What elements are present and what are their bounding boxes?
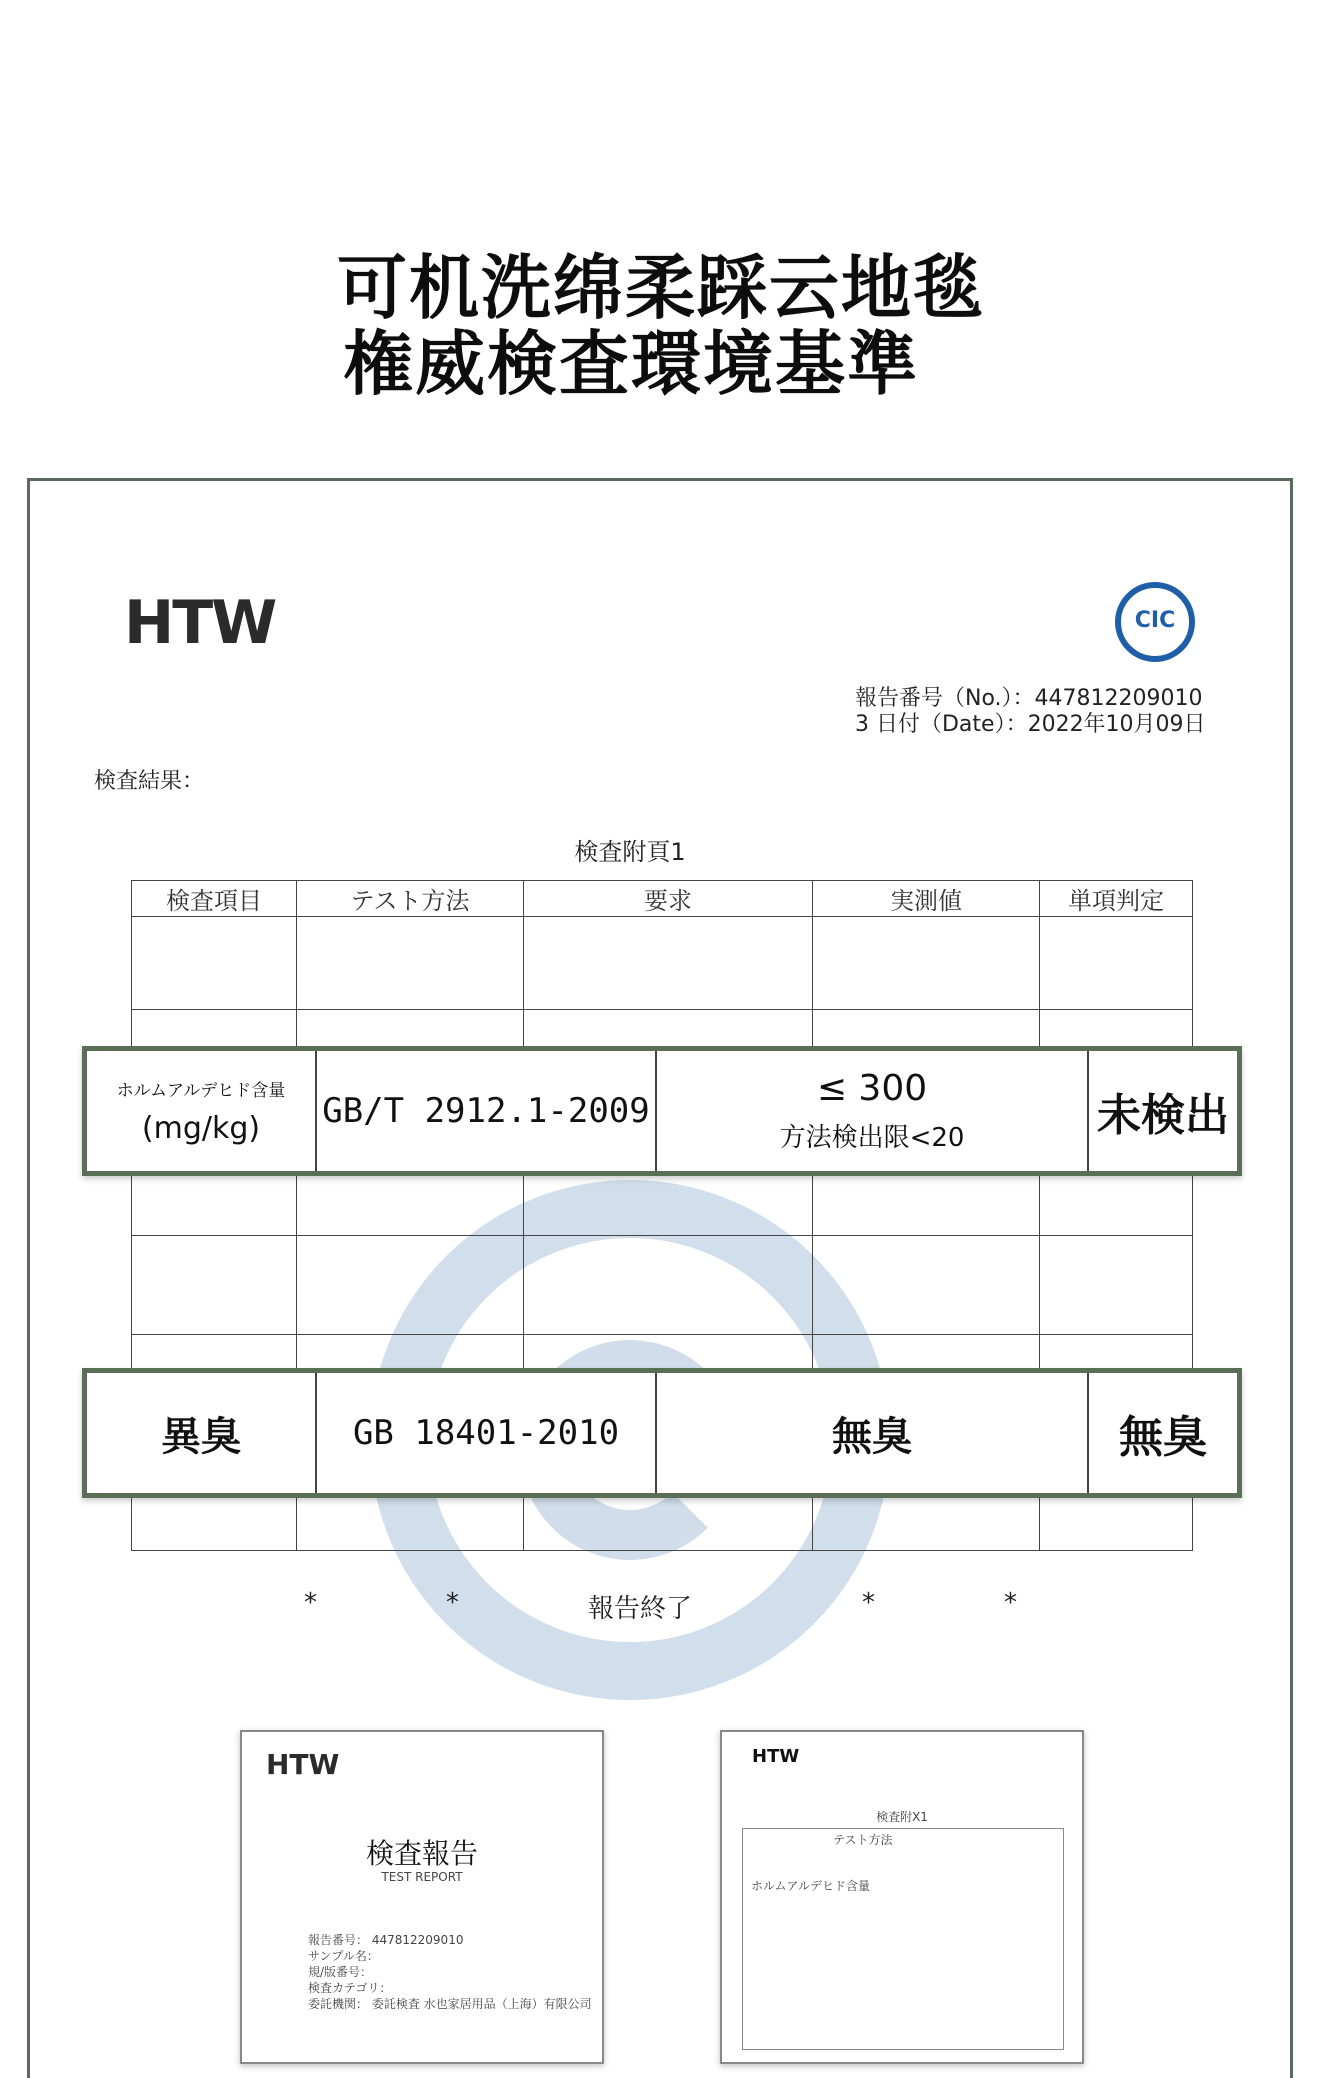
result-label: 検査結果： (94, 769, 205, 794)
item-name: ホルムアルデヒド含量 (116, 1081, 286, 1101)
highlight-row-formaldehyde (82, 1046, 1242, 1176)
report-page-thumbnail (720, 1730, 1084, 2064)
htw-logo: HTW (124, 588, 276, 658)
end-star: * (446, 1588, 459, 1618)
measured-cell (657, 1373, 1089, 1493)
thumb-field: 規/版番号： (308, 1965, 373, 1979)
result-cell (1089, 1051, 1237, 1171)
result-value: 未検出 (1097, 1090, 1229, 1141)
thumb-report-no-label: 報告番号： (308, 1933, 369, 1947)
report-number: 報告番号（No.）：447812209010 (855, 686, 1203, 711)
thumb-client: 委託検査 水也家居用品（上海）有限公司 (371, 1997, 592, 2011)
col-header: 単項判定 (1040, 881, 1193, 917)
end-star: * (1004, 1588, 1017, 1618)
col-header: 実測値 (813, 881, 1040, 917)
col-header: 検査項目 (132, 881, 297, 917)
measured-value: 無臭 (832, 1413, 912, 1460)
end-star: * (304, 1588, 317, 1618)
thumb-title: 検査附X1 (876, 1810, 928, 1824)
requirement-cell (657, 1051, 1089, 1171)
result-cell (1089, 1373, 1237, 1493)
headline-line2: 権威検査環境基準 (343, 323, 919, 405)
method-value: GB/T 2912.1-2009 (322, 1091, 650, 1131)
method-cell (317, 1051, 657, 1171)
thumb-logo: HTW (266, 1748, 340, 1781)
end-label: 報告終了 (588, 1594, 693, 1624)
table-row (132, 1236, 1193, 1335)
method-cell (317, 1373, 657, 1493)
col-header: テスト方法 (297, 881, 524, 917)
item-name: 異臭 (161, 1413, 241, 1460)
page-title: 検査附頁1 (574, 838, 686, 866)
report-cover-thumbnail (240, 1730, 604, 2064)
item-cell (87, 1051, 317, 1171)
cic-logo-icon: CIC (1115, 582, 1195, 662)
thumb-fields (308, 1932, 592, 2012)
report-meta (855, 686, 1206, 738)
method-value: GB 18401-2010 (352, 1413, 620, 1453)
end-star: * (862, 1588, 875, 1618)
result-value: 無臭 (1119, 1412, 1207, 1463)
detection-limit: 方法検出限<20 (779, 1123, 965, 1153)
table-row (132, 917, 1193, 1010)
thumb-subtitle: TEST REPORT (381, 1870, 463, 1884)
headline-line1: 可机洗绵柔踩云地毯 (337, 247, 985, 329)
thumb-title: 検査報告 (365, 1837, 478, 1870)
thumb-logo: HTW (752, 1746, 800, 1767)
col-header: 要求 (524, 881, 813, 917)
thumb-field: サンプル名： (308, 1949, 379, 1963)
item-cell (87, 1373, 317, 1493)
thumb-field: 委託機関： (308, 1997, 369, 2011)
thumb-row-item: ホルムアルデヒド含量 (751, 1879, 871, 1893)
report-date: 3 日付（Date）：2022年10月09日 (855, 712, 1206, 737)
thumb-col-method: テスト方法 (833, 1833, 893, 1847)
requirement-value: ≤ 300 (816, 1068, 928, 1109)
table-header-row (132, 881, 1193, 917)
item-unit: (mg/kg) (141, 1111, 261, 1146)
highlight-row-odor (82, 1368, 1242, 1498)
thumb-report-no: 447812209010 (371, 1933, 464, 1947)
thumb-table (742, 1828, 1064, 2050)
thumb-field: 検査カテゴリ： (308, 1981, 392, 1995)
